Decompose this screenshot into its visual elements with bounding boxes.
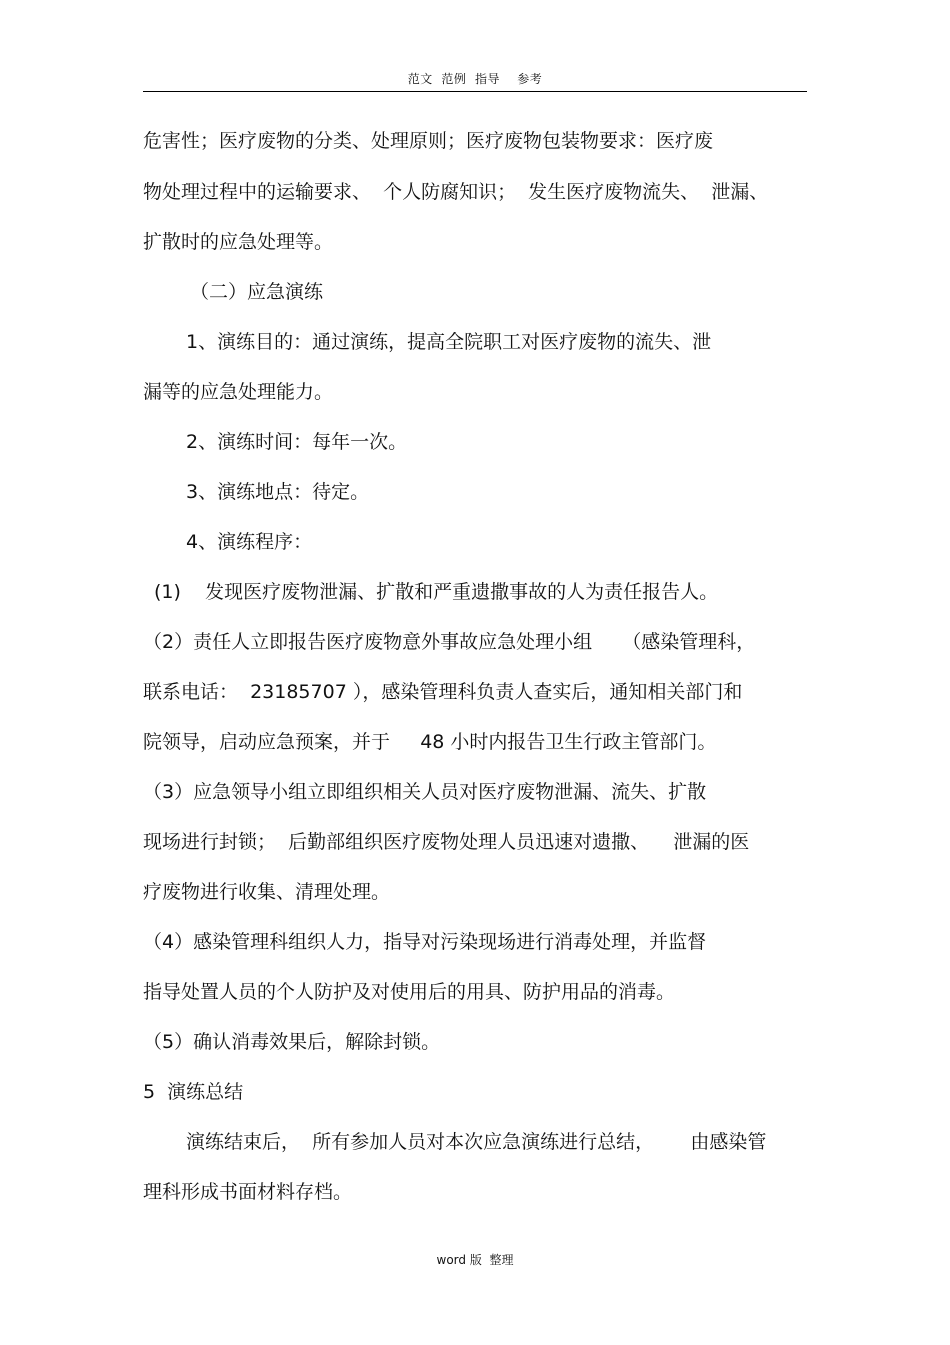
- body-line: （4）感染管理科组织人力，指导对污染现场进行消毒处理，并监督: [143, 931, 707, 953]
- body-line: 扩散时的应急处理等。: [143, 231, 334, 253]
- body-line: 指导处置人员的个人防护及对使用后的用具、防护用品的消毒。: [143, 981, 676, 1003]
- page-header: 范文 范例 指导 参考: [407, 72, 543, 86]
- body-line: 演练结束后， 所有参加人员对本次应急演练进行总结， 由感染管: [186, 1131, 767, 1153]
- body-line: 院领导，启动应急预案，并于 48 小时内报告卫生行政主管部门。: [143, 731, 717, 753]
- body-line: （5）确认消毒效果后，解除封锁。: [143, 1031, 441, 1053]
- body-line: 疗废物进行收集、清理处理。: [143, 881, 391, 903]
- body-line: 理科形成书面材料存档。: [143, 1181, 353, 1203]
- body-line: 漏等的应急处理能力。: [143, 381, 334, 403]
- page-footer: word 版 整理: [436, 1253, 514, 1267]
- body-line: (1) 发现医疗废物泄漏、扩散和严重遗撒事故的人为责任报告人。: [154, 581, 719, 603]
- body-line: （2）责任人立即报告医疗废物意外事故应急处理小组 （感染管理科，: [143, 631, 756, 653]
- body-line: 物处理过程中的运输要求、 个人防腐知识； 发生医疗废物流失、 泄漏、: [143, 181, 769, 203]
- body-line: 危害性；医疗废物的分类、处理原则；医疗废物包装物要求：医疗废: [143, 130, 714, 152]
- body-line: 现场进行封锁； 后勤部组织医疗废物处理人员迅速对遗撒、 泄漏的医: [143, 831, 750, 853]
- body-line: 1、演练目的：通过演练，提高全院职工对医疗废物的流失、泄: [186, 331, 712, 353]
- body-line: （3）应急领导小组立即组织相关人员对医疗废物泄漏、流失、扩散: [143, 781, 707, 803]
- header-divider: [143, 91, 807, 92]
- body-line: 联系电话： 23185707 ），感染管理科负责人查实后，通知相关部门和: [143, 681, 743, 703]
- body-line: 2、演练时间：每年一次。: [186, 431, 408, 453]
- body-line: 4、演练程序：: [186, 531, 313, 553]
- section-heading: 5 演练总结: [143, 1081, 244, 1103]
- section-heading: （二）应急演练: [190, 281, 324, 303]
- body-line: 3、演练地点：待定。: [186, 481, 370, 503]
